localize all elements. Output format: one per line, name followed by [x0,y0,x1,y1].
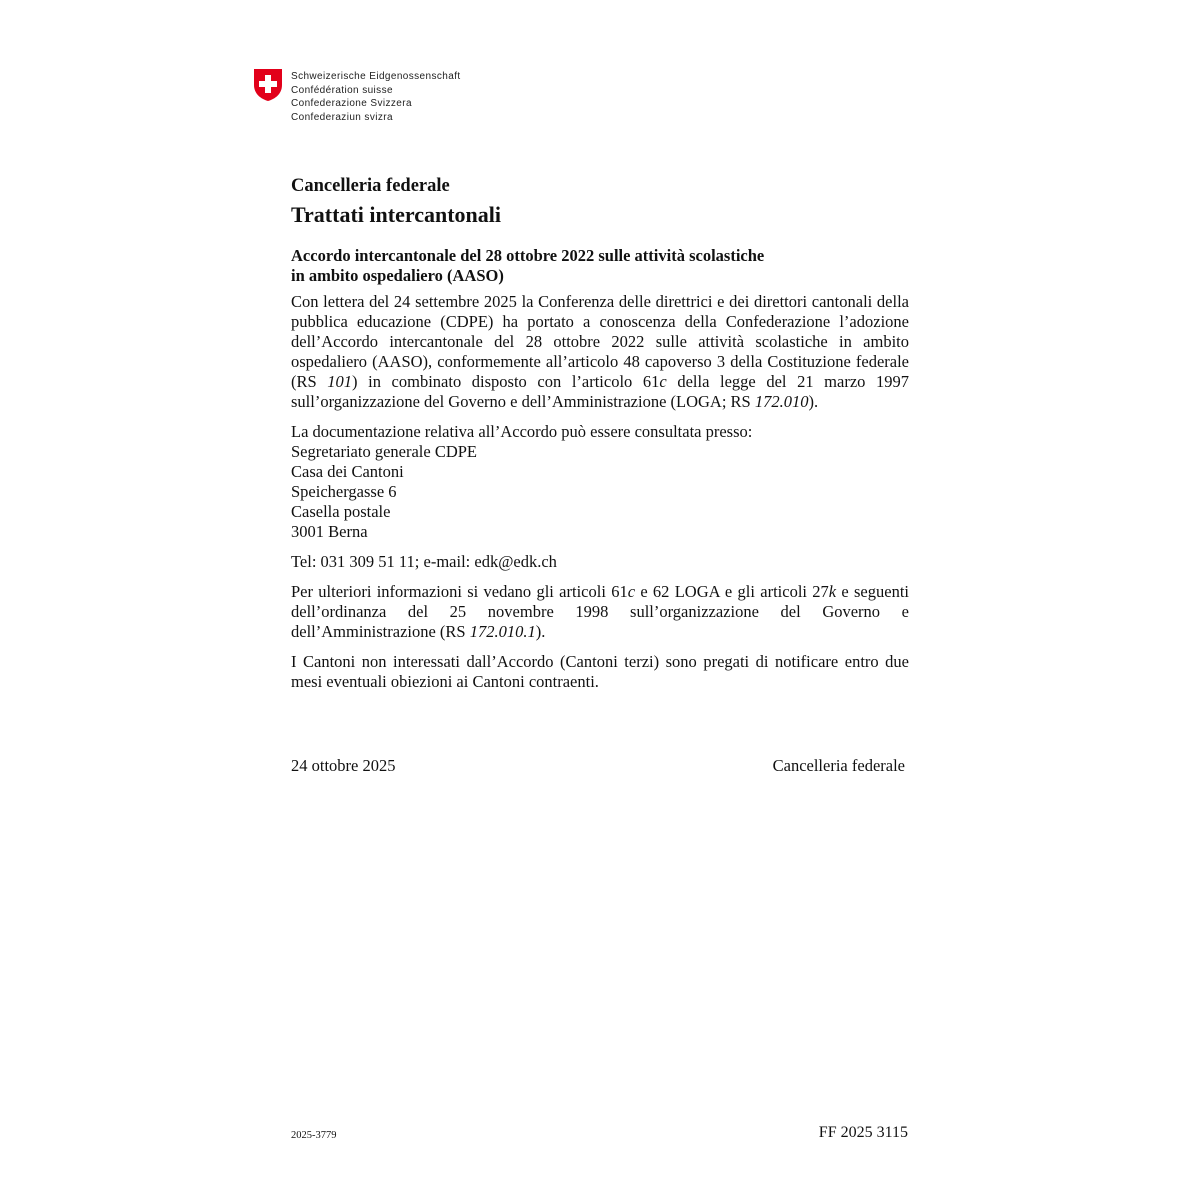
para1-ref-rs: 101 [327,372,353,391]
paragraph-further-info [291,582,909,642]
subject-line-1: Accordo intercantonale del 28 ottobre 2022 sulle attività scolastiche [291,246,765,265]
para3-text-a: Per ulteriori informazioni si vedano gli articoli 61 [291,582,628,601]
contact-line [291,552,909,572]
document-subject [291,246,909,286]
header-line-italian: Confederazione Svizzera [291,98,412,109]
federal-header [291,70,461,124]
document-body [291,174,909,692]
footer-reference: FF 2025 3115 [818,1124,908,1141]
signature: Cancelleria federale [772,756,905,775]
signature-row [291,756,905,776]
para3-text-c: e seguenti dell’ordinanza del 25 novembre 1998 sull’organizzazione del Governo e dell’Amministrazione (RS [291,582,909,641]
contact-email: edk@edk.ch [474,552,557,571]
paragraph-objections: I Cantoni non interessati dall’Accordo (Cantoni terzi) sono pregati di notificare entro due mesi eventuali obiezioni ai Cantoni contraenti. [291,652,909,691]
para1-ref-loga: 172.010 [754,392,809,411]
para3-text-d: ). [535,622,546,641]
document-date: 24 ottobre 2025 [291,756,396,775]
swiss-cross-shield-icon [253,68,283,102]
address-line: Casella postale [291,502,391,521]
address-block [291,422,909,542]
para3-ref-k: k [828,582,837,601]
paragraph-notification [291,292,909,412]
section-title: Trattati intercantonali [291,202,501,227]
address-line: Speichergasse 6 [291,482,397,501]
para1-text-d: ). [808,392,819,411]
header-line-romansh: Confederaziun svizra [291,111,393,123]
header-line-french: Confédération suisse [291,84,393,96]
header-line-german: Schweizerische Eidgenossenschaft [291,71,461,82]
address-intro: La documentazione relativa all’Accordo può essere consultata presso: [291,422,753,441]
para1-text-b: ) in combinato disposto con l’articolo 61 [352,372,660,391]
para3-ref-rs: 172.010.1 [469,622,536,641]
subject-line-2: in ambito ospedaliero (AASO) [291,266,504,285]
agency-name: Cancelleria federale [291,176,450,196]
contact-phone: Tel: 031 309 51 11; e-mail: [291,552,475,571]
address-line: Segretariato generale CDPE [291,442,478,461]
para3-ref-c: c [627,582,636,601]
para1-ref-article: c [659,372,667,391]
para1-text-c: della legge del 21 marzo 1997 sull’organizzazione del Governo e dell’Amministrazione (LOGA; RS [291,372,909,411]
footer-document-id: 2025-3779 [291,1130,337,1141]
para1-text-a: Con lettera del 24 settembre 2025 la Conferenza delle direttrici e dei direttori cantonali della pubblica educazione (CDPE) ha portato a conoscenza della Confederazione l’adozione dell’Accordo intercantonale del 28 ottobre 2022 sulle attività scolastiche in ambito ospedaliero (AASO), conformemente all’articolo 48 capoverso 3 della Costituzione federale (RS [291,292,909,391]
para3-text-b: e 62 LOGA e gli articoli 27 [635,582,829,601]
address-line: Casa dei Cantoni [291,462,404,481]
address-line: 3001 Berna [291,522,368,541]
